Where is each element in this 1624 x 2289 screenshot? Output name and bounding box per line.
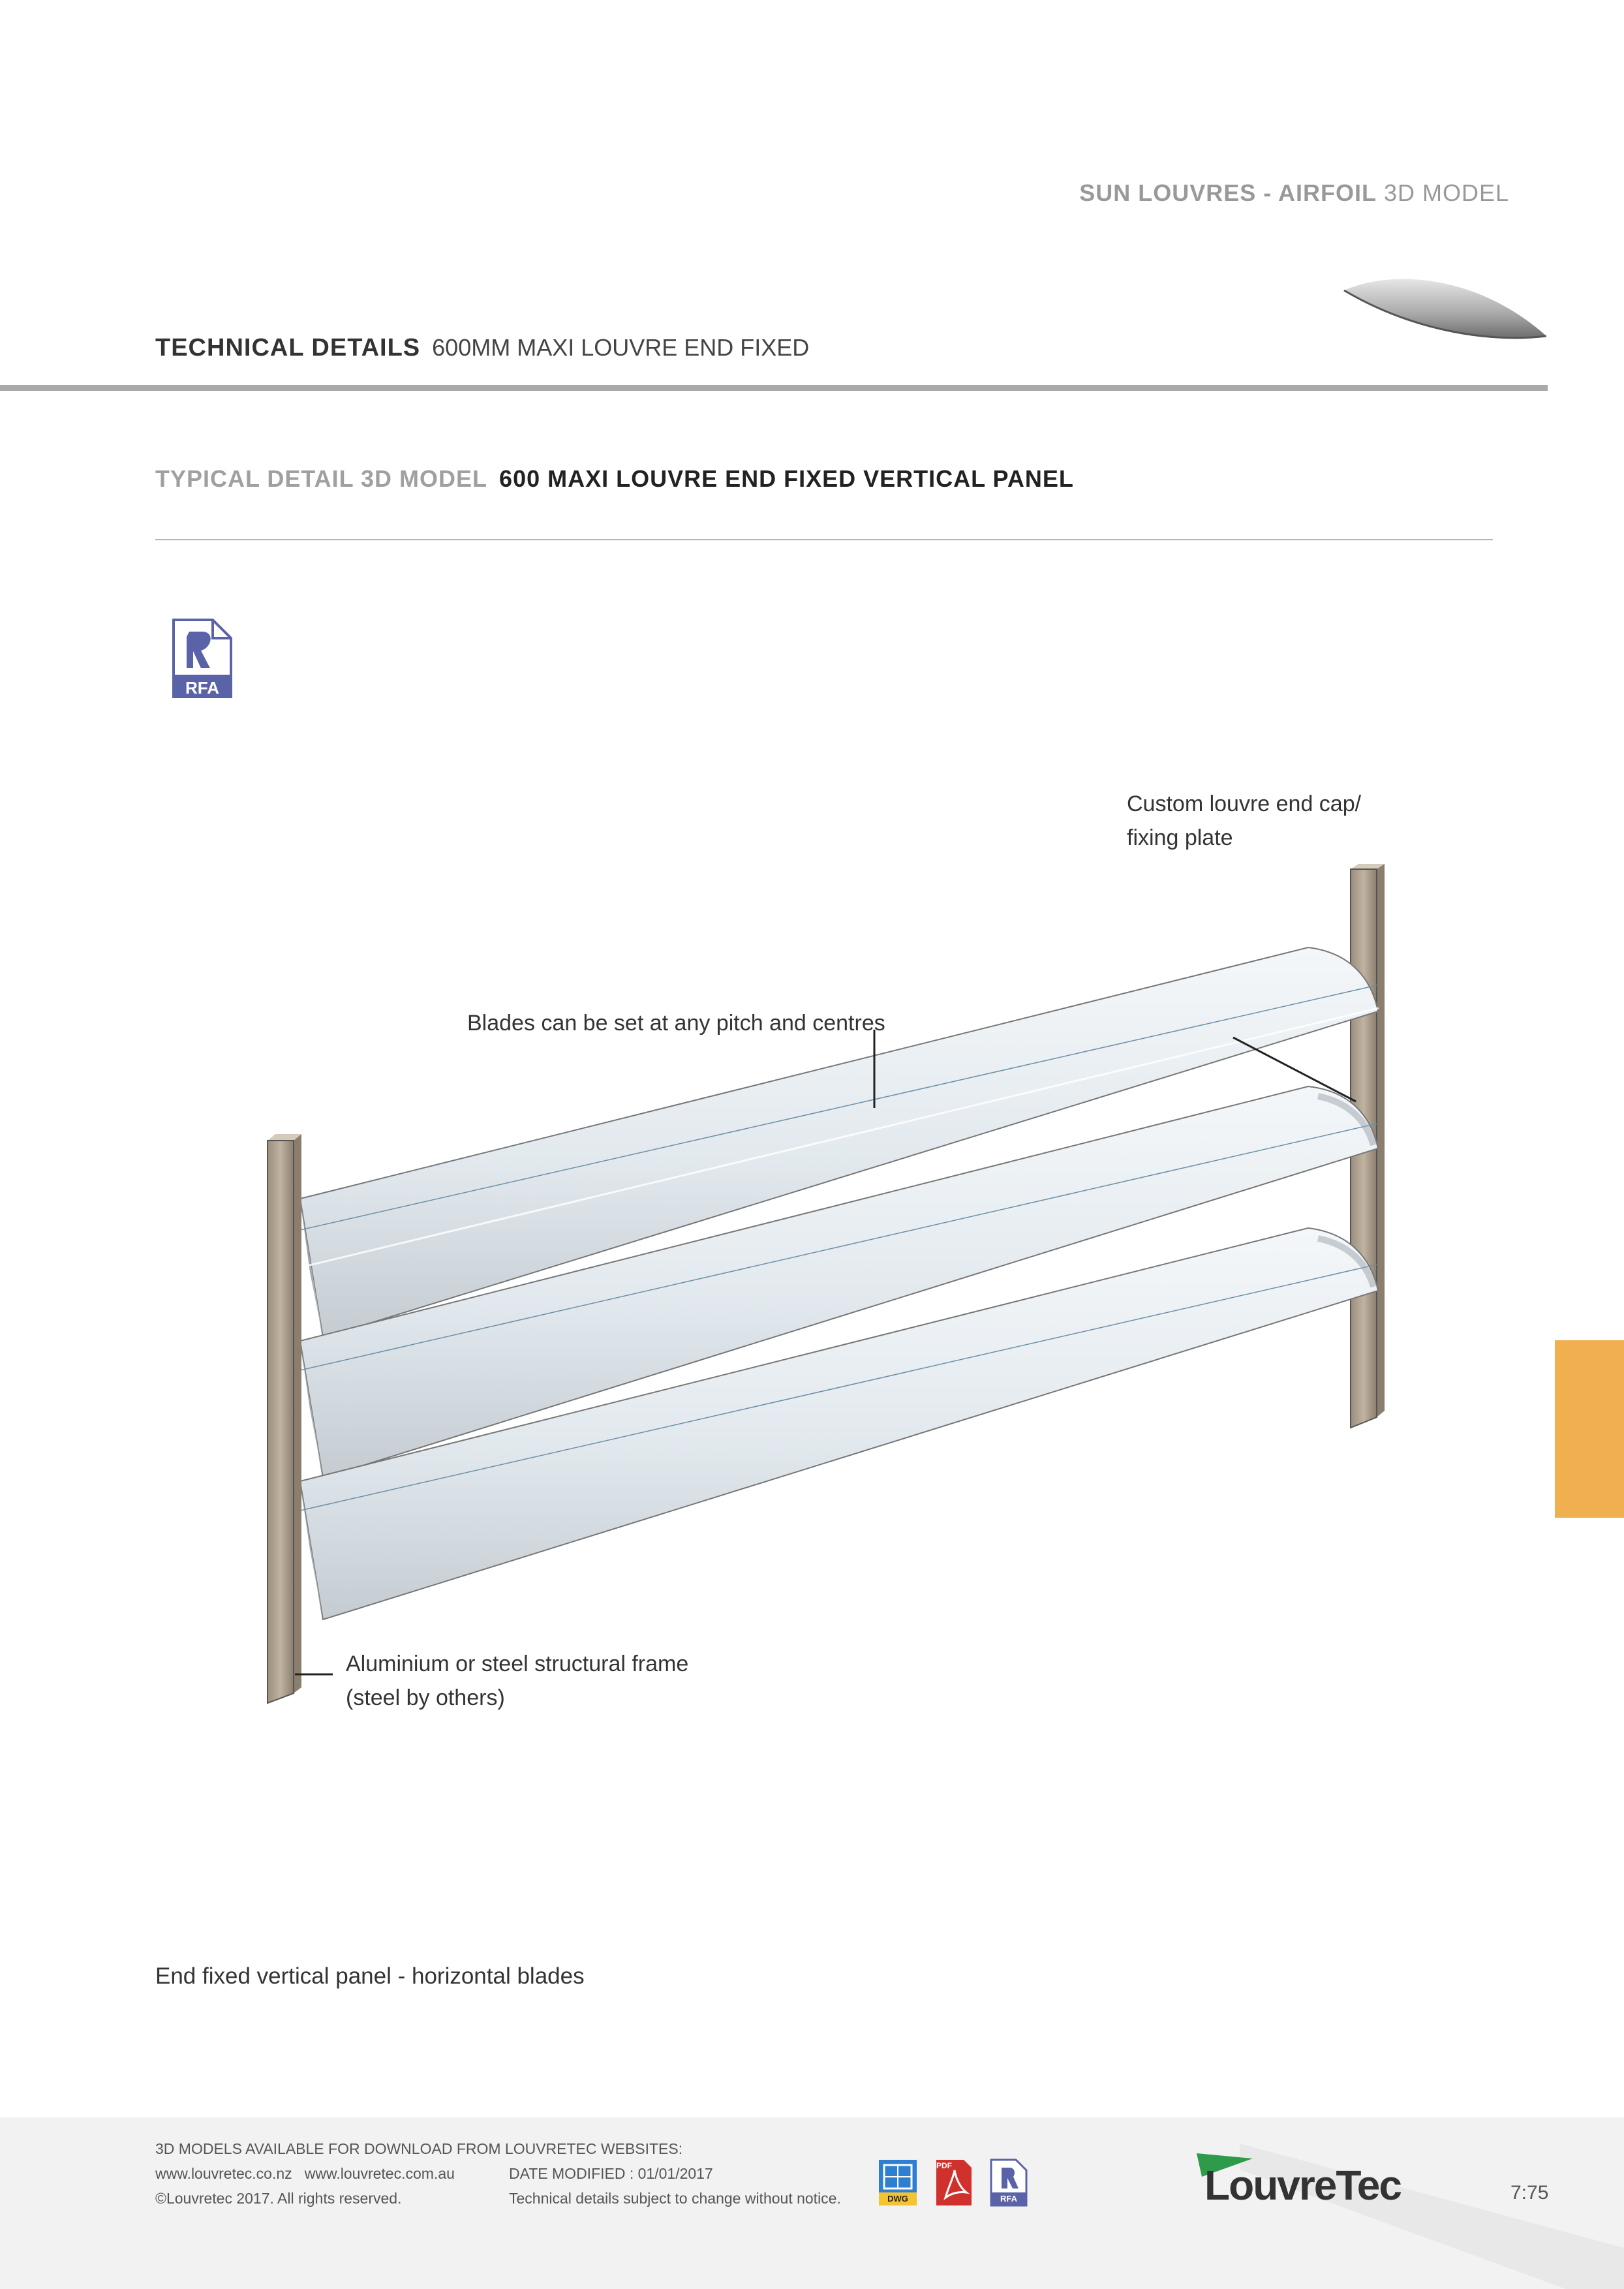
footer-date-modified: DATE MODIFIED : 01/01/2017 <box>509 2165 713 2182</box>
airfoil-blade-icon <box>1338 271 1553 356</box>
typical-detail-grey: TYPICAL DETAIL 3D MODEL <box>155 465 488 492</box>
section-header-light: 3D MODEL <box>1383 179 1509 206</box>
frame-annotation-line2: (steel by others) <box>346 1685 505 1710</box>
louvretec-logo <box>1195 2152 1456 2211</box>
page-number: 7:75 <box>1510 2182 1549 2204</box>
header-divider <box>0 385 1548 391</box>
section-header-bold: SUN LOUVRES - AIRFOIL <box>1079 179 1377 206</box>
section-tab <box>1555 1340 1624 1518</box>
louvre-panel-drawing <box>248 855 1396 1716</box>
blades-annotation: Blades can be set at any pitch and centres <box>467 1011 885 1036</box>
pdf-icon-label: PDF <box>936 2161 952 2170</box>
footer-disclaimer: Technical details subject to change without notice. <box>509 2190 841 2207</box>
footer-websites[interactable]: www.louvretec.co.nz www.louvretec.com.au <box>155 2165 455 2182</box>
footer-models-note: 3D MODELS AVAILABLE FOR DOWNLOAD FROM LOUVRETEC WEBSITES: <box>155 2140 683 2157</box>
technical-details-light: 600MM MAXI LOUVRE END FIXED <box>432 334 810 361</box>
footer-file-icons <box>878 2158 1034 2211</box>
typical-detail-dark: 600 MAXI LOUVRE END FIXED VERTICAL PANEL <box>499 465 1074 492</box>
rfa-small-icon-label: RFA <box>1000 2194 1017 2204</box>
rfa-badge-label: RFA <box>185 678 219 698</box>
technical-details-title <box>155 334 809 362</box>
technical-details-bold: TECHNICAL DETAILS <box>155 334 421 361</box>
section-divider <box>155 539 1493 540</box>
left-frame-post <box>268 1134 301 1703</box>
end-cap-annotation-line2: fixing plate <box>1127 825 1233 850</box>
footer-copyright: ©Louvretec 2017. All rights reserved. <box>155 2190 402 2207</box>
section-header <box>1079 179 1509 207</box>
end-cap-annotation-line1: Custom louvre end cap/ <box>1127 791 1362 816</box>
logo-text: LouvreTec <box>1204 2162 1401 2209</box>
frame-annotation-line1: Aluminium or steel structural frame <box>346 1651 689 1676</box>
typical-detail-title <box>155 465 1074 493</box>
dwg-icon-label: DWG <box>887 2194 908 2204</box>
figure-caption: End fixed vertical panel - horizontal blades <box>155 1963 585 1989</box>
